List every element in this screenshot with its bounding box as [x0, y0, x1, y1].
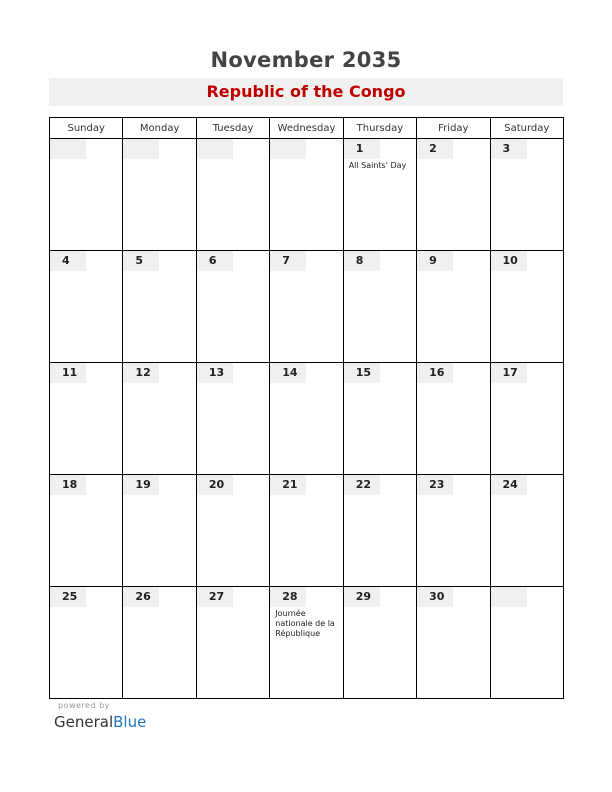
day-number: 24 — [491, 475, 527, 495]
day-number — [197, 139, 233, 159]
day-cell[interactable] — [490, 475, 563, 587]
day-cell[interactable] — [490, 587, 563, 699]
day-cell[interactable] — [270, 587, 343, 699]
day-cell[interactable] — [270, 363, 343, 475]
day-number: 26 — [123, 587, 159, 607]
day-cell[interactable] — [343, 251, 416, 363]
day-number — [491, 587, 527, 607]
day-cell[interactable] — [270, 251, 343, 363]
day-number: 14 — [270, 363, 306, 383]
day-cell[interactable] — [270, 475, 343, 587]
day-number: 2 — [417, 139, 453, 159]
month-title: November 2035 — [210, 48, 402, 72]
day-cell[interactable] — [196, 587, 269, 699]
weekday-thursday: Thursday — [343, 118, 416, 139]
country-title: Republic of the Congo — [49, 78, 563, 106]
day-cell[interactable] — [490, 363, 563, 475]
day-cell[interactable] — [50, 475, 123, 587]
day-cell[interactable] — [343, 363, 416, 475]
brand-blue: Blue — [113, 713, 147, 731]
day-number: 3 — [491, 139, 527, 159]
day-number: 8 — [344, 251, 380, 271]
week-row — [50, 251, 564, 363]
week-row — [50, 139, 564, 251]
day-cell[interactable] — [123, 587, 196, 699]
day-number: 28 — [270, 587, 306, 607]
day-cell[interactable] — [270, 139, 343, 251]
day-number — [50, 139, 86, 159]
day-cell[interactable] — [196, 139, 269, 251]
weekday-monday: Monday — [123, 118, 196, 139]
day-cell[interactable] — [123, 363, 196, 475]
day-cell[interactable] — [123, 475, 196, 587]
day-number: 16 — [417, 363, 453, 383]
day-number: 23 — [417, 475, 453, 495]
weekday-sunday: Sunday — [50, 118, 123, 139]
day-number: 6 — [197, 251, 233, 271]
day-number: 20 — [197, 475, 233, 495]
week-row — [50, 475, 564, 587]
day-cell[interactable] — [490, 139, 563, 251]
day-cell[interactable] — [50, 251, 123, 363]
day-cell[interactable] — [343, 475, 416, 587]
calendar-grid — [49, 117, 564, 699]
day-number: 30 — [417, 587, 453, 607]
day-cell[interactable] — [50, 139, 123, 251]
weekday-tuesday: Tuesday — [196, 118, 269, 139]
day-cell[interactable] — [196, 475, 269, 587]
day-number: 25 — [50, 587, 86, 607]
day-cell[interactable] — [343, 587, 416, 699]
day-number: 4 — [50, 251, 86, 271]
day-number: 5 — [123, 251, 159, 271]
day-cell[interactable] — [50, 363, 123, 475]
day-number — [123, 139, 159, 159]
day-cell[interactable] — [490, 251, 563, 363]
day-number: 15 — [344, 363, 380, 383]
day-number — [270, 139, 306, 159]
day-cell[interactable] — [196, 363, 269, 475]
brand-general: General — [54, 713, 114, 731]
day-cell[interactable] — [196, 251, 269, 363]
day-number: 19 — [123, 475, 159, 495]
holiday-label: All Saints' Day — [348, 161, 407, 170]
day-number: 17 — [491, 363, 527, 383]
weekday-wednesday: Wednesday — [270, 118, 343, 139]
day-number: 21 — [270, 475, 306, 495]
day-cell[interactable] — [50, 587, 123, 699]
day-cell[interactable] — [123, 139, 196, 251]
day-number: 7 — [270, 251, 306, 271]
day-number: 13 — [197, 363, 233, 383]
day-number: 27 — [197, 587, 233, 607]
day-number: 18 — [50, 475, 86, 495]
holiday-label: Journée nationale de la République — [275, 609, 335, 638]
day-number: 11 — [50, 363, 86, 383]
day-number: 29 — [344, 587, 380, 607]
day-number: 22 — [344, 475, 380, 495]
weekday-saturday: Saturday — [490, 118, 563, 139]
week-row — [50, 587, 564, 699]
powered-by-label: powered by — [58, 701, 110, 710]
day-cell[interactable] — [417, 475, 490, 587]
week-row — [50, 363, 564, 475]
day-number: 10 — [491, 251, 527, 271]
weekday-header-row — [50, 118, 564, 139]
weekday-friday: Friday — [417, 118, 490, 139]
day-number: 12 — [123, 363, 159, 383]
day-cell[interactable] — [417, 363, 490, 475]
brand-logo[interactable] — [54, 713, 146, 731]
day-cell[interactable] — [343, 139, 416, 251]
day-cell[interactable] — [123, 251, 196, 363]
day-cell[interactable] — [417, 139, 490, 251]
day-number: 9 — [417, 251, 453, 271]
day-cell[interactable] — [417, 251, 490, 363]
day-cell[interactable] — [417, 587, 490, 699]
day-number: 1 — [344, 139, 380, 159]
